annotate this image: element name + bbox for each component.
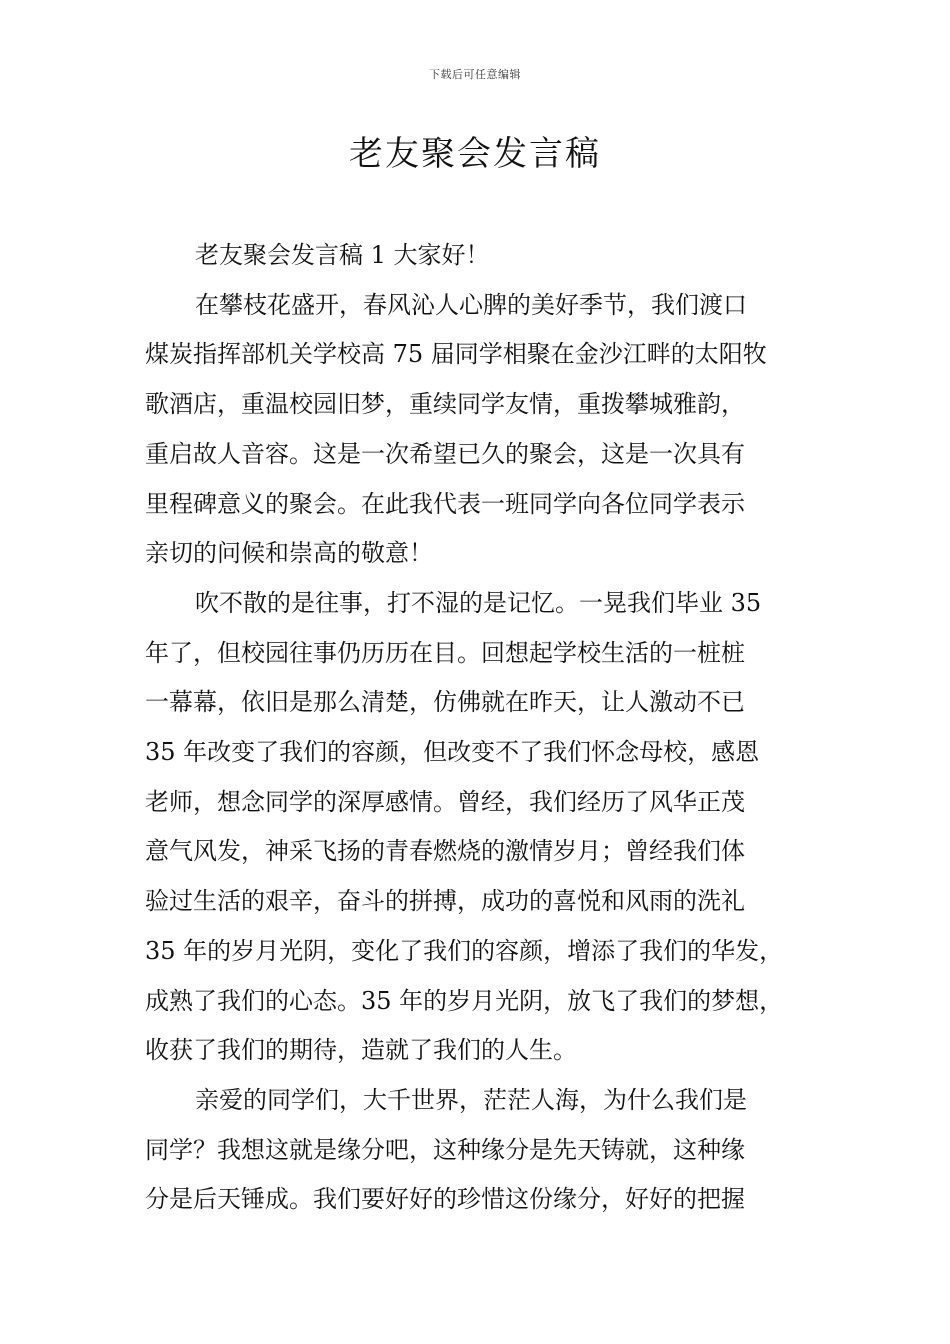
text-line: 收获了我们的期待，造就了我们的人生。 [145,1036,577,1065]
text-line: 煤炭指挥部机关学校高 75 届同学相聚在金沙江畔的太阳牧 [145,340,767,369]
text-line: 老师，想念同学的深厚感情。曾经，我们经历了风华正茂 [145,787,745,816]
text-line: 意气风发，神采飞扬的青春燃烧的激情岁月；曾经我们体 [145,837,745,866]
text-line: 亲切的问候和崇高的敬意！ [145,539,433,568]
text-line: 老友聚会发言稿 1 大家好！ [195,241,490,269]
header-note: 下载后可任意编辑 [429,68,521,81]
text-line: 35 年的岁月光阴，变化了我们的容颜，增添了我们的华发， [145,936,784,965]
text-line: 吹不散的是往事，打不湿的是记忆。一晃我们毕业 35 [195,588,762,617]
document-body [145,231,810,1225]
document-title: 老友聚会发言稿 [349,134,601,174]
text-line: 歌酒店，重温校园旧梦，重续同学友情，重拨攀城雅韵， [145,390,745,419]
text-line: 里程碑意义的聚会。在此我代表一班同学向各位同学表示 [145,489,745,518]
paragraph-fate [145,1076,810,1225]
text-line: 亲爱的同学们，大千世界，茫茫人海，为什么我们是 [195,1085,747,1114]
text-line: 验过生活的艰辛，奋斗的拼搏，成功的喜悦和风雨的洗礼 [145,887,745,916]
text-line: 一幕幕，依旧是那么清楚，仿佛就在昨天，让人激动不已 [145,688,745,717]
text-line: 成熟了我们的心态。35 年的岁月光阴，放飞了我们的梦想， [145,986,784,1015]
paragraph-greeting [145,231,810,281]
paragraph-opening [145,281,810,579]
text-line: 在攀枝花盛开，春风沁人心脾的美好季节，我们渡口 [195,290,747,319]
paragraph-memories [145,579,810,1076]
text-line: 年了，但校园往事仍历历在目。回想起学校生活的一桩桩 [145,638,745,667]
text-line: 同学？我想这就是缘分吧，这种缘分是先天铸就，这种缘 [145,1135,745,1164]
text-line: 35 年改变了我们的容颜，但改变不了我们怀念母校，感恩 [145,738,760,767]
text-line: 重启故人音容。这是一次希望已久的聚会，这是一次具有 [145,439,745,468]
text-line: 分是后天锤成。我们要好好的珍惜这份缘分，好好的把握 [145,1185,745,1214]
